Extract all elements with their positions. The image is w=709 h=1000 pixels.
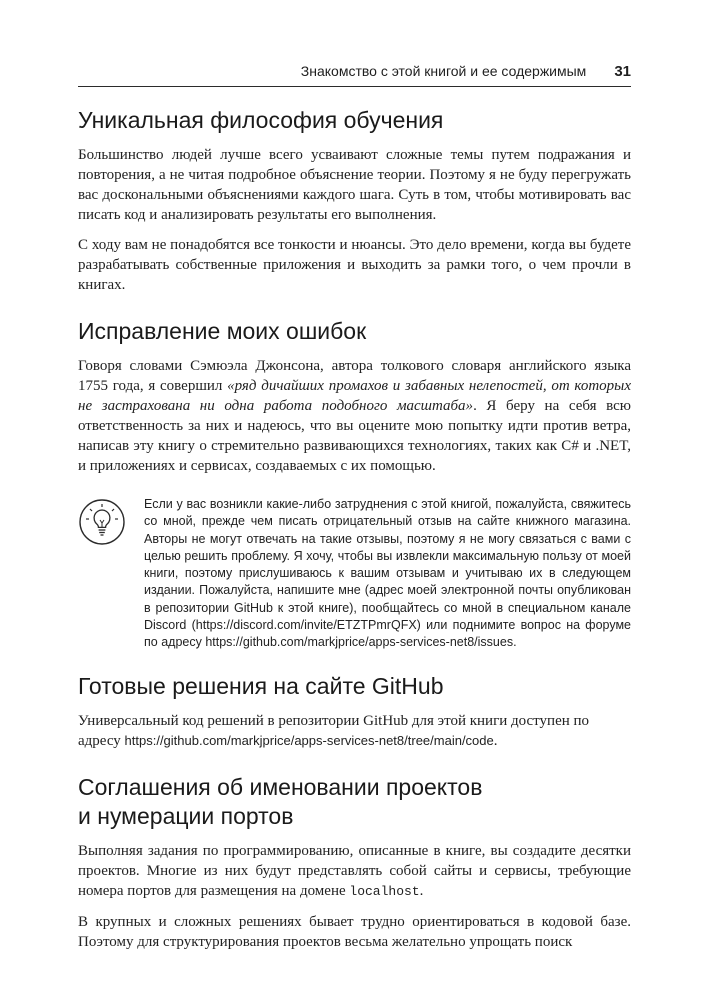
text-run: . <box>419 882 424 899</box>
paragraph <box>78 841 631 902</box>
paragraph: С ходу вам не понадобятся все тонкости и нюансы. Это дело времени, когда вы будете разрабатывать собственные приложения и выходить за рамки того, о чем прочли в книгах. <box>78 237 631 293</box>
section-learning-philosophy <box>78 106 631 295</box>
paragraph: В крупных и сложных решениях бывает трудно ориентироваться в кодовой базе. Поэтому для структурирования проектов весьма желательно упрощать поиск <box>78 913 631 950</box>
paragraph <box>78 711 631 751</box>
section-heading: Уникальная философия обучения <box>78 107 444 133</box>
section-heading <box>78 773 631 831</box>
note-text: Если у вас возникли какие-либо затруднения с этой книгой, пожалуйста, свяжитесь со мной, прежде чем писать отрицательный отзыв на сайте книжного магазина. Авторы не могут отвечать на такие отзывы, поэтому я не могу связаться с вами с целью решить проблему. Я хочу, чтобы вы извлекли максимальную пользу от моей книги, поэтому прислушиваюсь к вашим отзывам и учитываю их в следующем издании. Пожалуйста, напишите мне (адрес моей электронной почты опубликован в репозитории GitHub к этой книге), пообщайтесь со мной в специальном канале Discord (https://discord.com/invite/ETZTPmrQFX) или поднимите вопрос на форуме по адресу https://github.com/markjprice/apps-services-net8/issues. <box>144 497 631 650</box>
heading-line: и нумерации портов <box>78 802 294 829</box>
text-run: . <box>493 732 498 749</box>
section-fixing-mistakes <box>78 317 631 476</box>
text-run: Выполняя задания по программированию, описанные в книге, вы создадите десятки проектов. Многие из них будут представлять собой сайты и сервисы, требующие номера портов для размещения на домене <box>78 842 631 899</box>
paragraph: Большинство людей лучше всего усваивают сложные темы путем подражания и повторения, а не читая подробное объяснение теории. Поэтому я не буду перегружать вас доскональными объяснениями каждого шага. Суть в том, чтобы мотивировать вас писать код и анализировать результаты его выполнения. <box>78 147 631 223</box>
chapter-title: Знакомство с этой книгой и ее содержимым <box>300 63 587 79</box>
page-number: 31 <box>614 62 631 80</box>
heading-line: Соглашения об именовании проектов <box>78 773 483 800</box>
localhost-code: localhost <box>349 883 420 899</box>
section-heading: Готовые решения на сайте GitHub <box>78 672 444 699</box>
paragraph <box>78 356 631 476</box>
tip-note <box>78 496 631 652</box>
lightbulb-icon <box>78 496 144 652</box>
running-header <box>78 56 631 87</box>
page-content <box>78 100 631 962</box>
github-code-link[interactable]: https://github.com/markjprice/apps-services-net8/tree/main/code <box>124 732 494 748</box>
text-run: Говоря словами Сэмюэла Джонсона, автора толкового словаря английского языка 1755 года, я совершил <box>78 358 631 394</box>
text-run: Универсальный код решений в репозитории GitHub для этой книги доступен по адресу <box>78 712 590 749</box>
section-github-solutions <box>78 672 631 751</box>
text-run: . Я беру на себя всю ответственность за них и надеюсь, что вы оцените мою попытку идти против ветра, написав эту книгу о стремительно развивающихся технологиях, таких как C# и .NET, и приложениях и сервисах, создаваемых с их помощью. <box>78 398 631 474</box>
section-heading: Исправление моих ошибок <box>78 318 367 344</box>
johnson-quote: «ряд дичайших промахов и забавных нелепостей, от которых не застрахована ни одна работа подобного масштаба» <box>78 378 631 414</box>
section-naming-conventions <box>78 773 631 952</box>
